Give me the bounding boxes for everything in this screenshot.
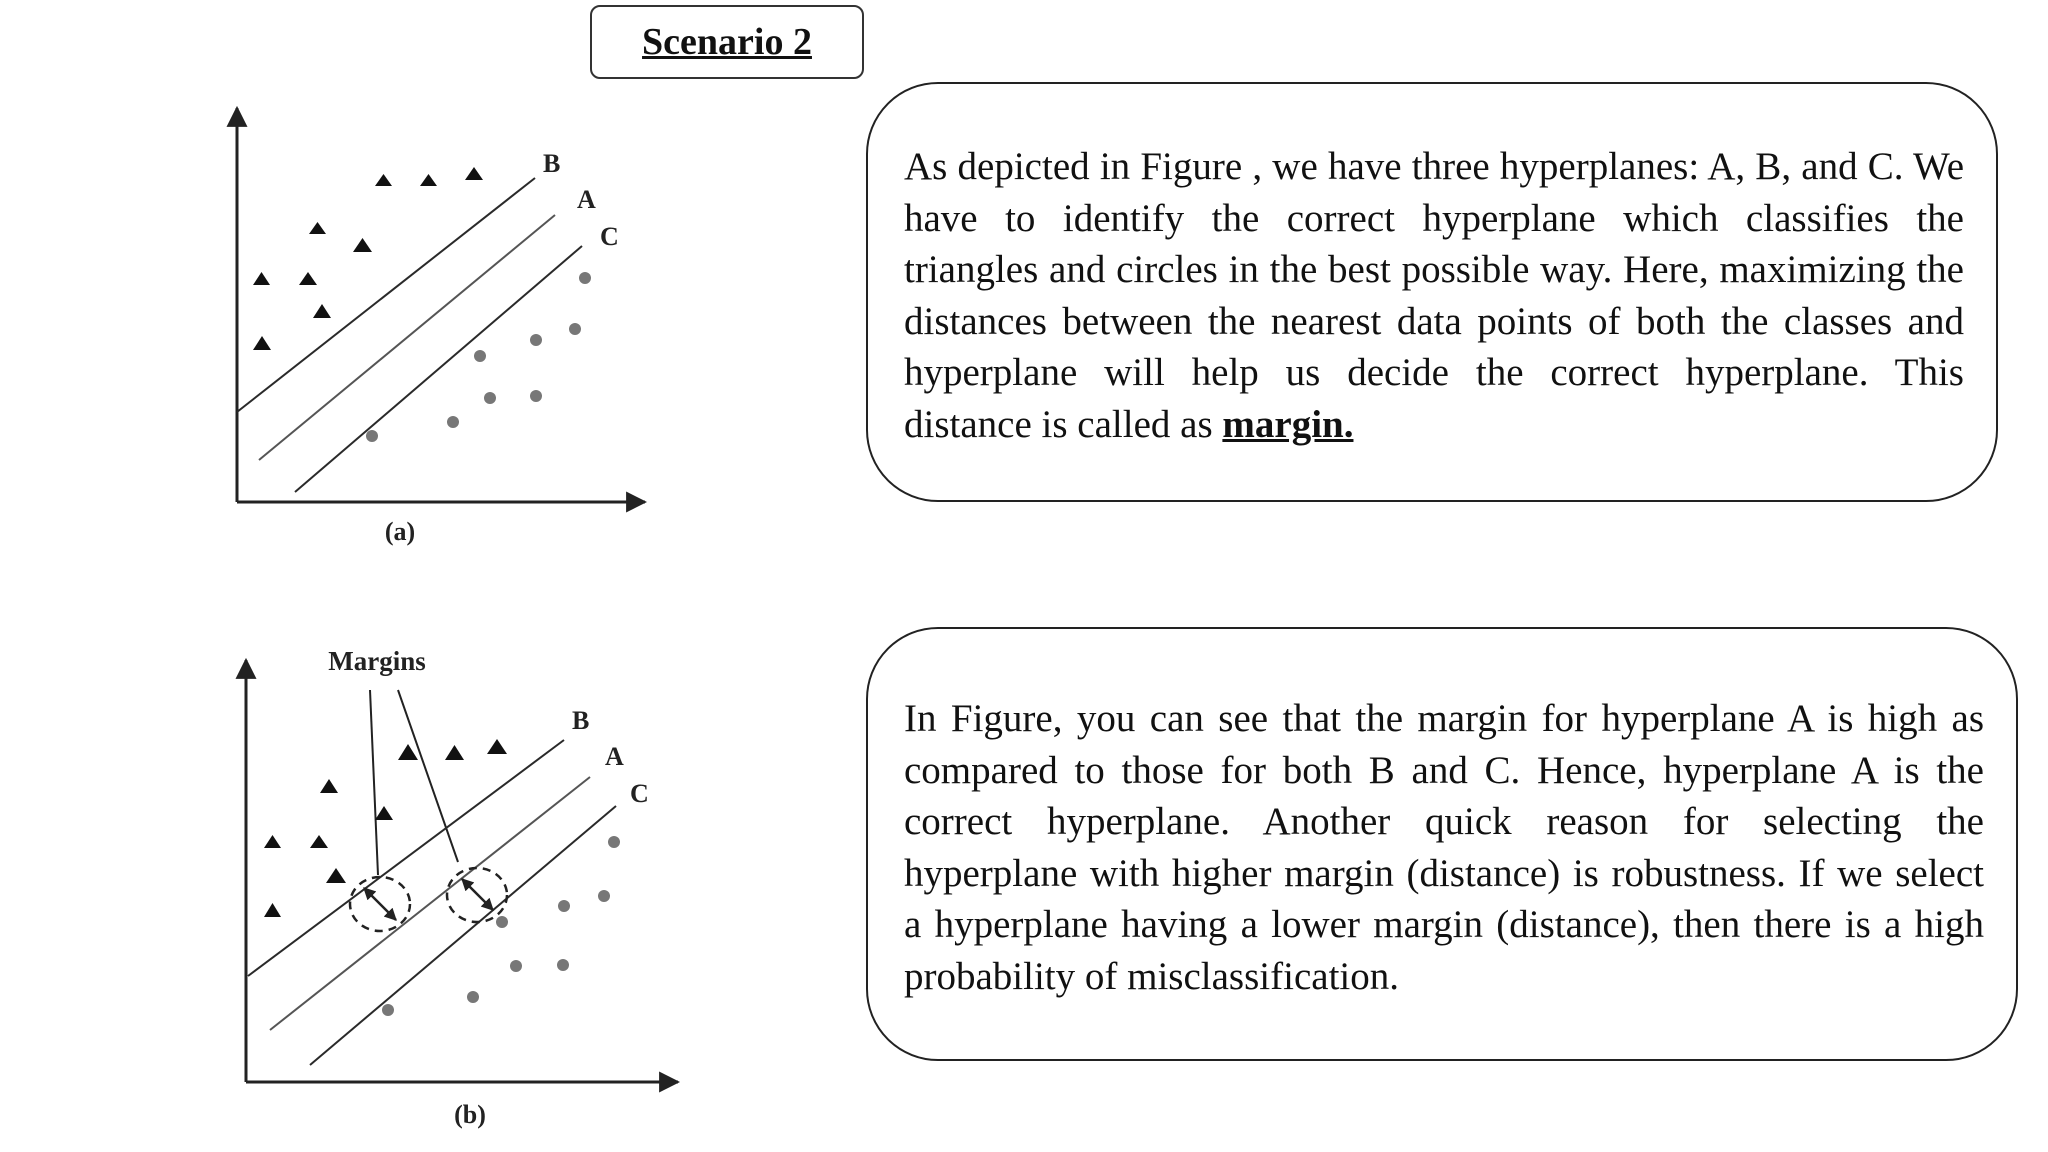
triangle [253,272,270,285]
explanation-panel-top [866,82,1998,502]
hyperplane-b [248,740,564,976]
margin-pointer [398,690,458,862]
circle-point [496,916,508,928]
label-c: C [600,222,619,251]
triangle [326,868,346,883]
circle-point [447,416,459,428]
figure-a [225,100,665,560]
hyperplane-c [310,806,616,1065]
circle-point [569,323,581,335]
triangle [320,779,338,793]
circle-point [557,959,569,971]
triangle [264,903,281,917]
circle-point [558,900,570,912]
margin-arrow [462,879,493,910]
margin-pointer [370,690,378,875]
title-box [590,5,864,79]
label-c: C [630,779,649,808]
triangle [313,304,331,318]
triangle [253,336,271,350]
triangle [375,806,393,820]
figure-b [230,640,700,1140]
triangle [445,745,464,760]
triangle [487,739,507,754]
triangle [353,238,372,252]
caption-a: (a) [384,517,416,546]
circle-point [530,334,542,346]
triangle [299,272,317,285]
triangle [465,167,483,180]
circle-point [530,390,542,402]
circle-point [366,430,378,442]
circle-point [510,960,522,972]
circle-point [608,836,620,848]
circle-point [598,890,610,902]
circle-point [467,991,479,1003]
hyperplane-b [237,178,535,412]
circle-point [579,272,591,284]
explanation-text-bottom: In Figure, you can see that the margin for hyperplane A is high as compared to those for both B and C. Hence, hyperplane A is the correct hyperplane. Another quick reason for selecting the hyperplane with higher margin (distance) is robustness. If we select a hyperplane having a lower margin (distance), then there is a high probability of misclassification. [904,697,1984,998]
label-a: A [605,742,624,771]
page-title: Scenario 2 [642,21,812,63]
label-b: B [543,149,561,178]
label-a: A [577,185,596,214]
margin-keyword: margin. [1222,402,1354,446]
explanation-text-top [904,141,1964,450]
triangle [309,222,326,234]
label-b: B [572,706,590,735]
hyperplane-a [259,215,555,460]
triangle [264,835,281,848]
hyperplane-a [270,777,590,1030]
explanation-body: As depicted in Figure , we have three hyperplanes: A, B, and C. We have to identify the correct hyperplane which classifies the triangles and circles in the best possible way. Here, maximizing the distances between the nearest data points of both the classes and hyperplane will help us decide the correct hyperplane. This distance is called as [904,145,1964,446]
triangle [398,744,418,760]
triangle [375,174,392,186]
caption-b: (b) [454,1100,486,1129]
explanation-panel-bottom [866,627,2018,1061]
margins-label: Margins [328,646,426,676]
circle-point [474,350,486,362]
triangle [310,835,328,848]
circle-point [484,392,496,404]
hyperplane-c [295,246,582,492]
margin-arrow [364,888,396,920]
circle-point [382,1004,394,1016]
triangle [420,174,437,186]
